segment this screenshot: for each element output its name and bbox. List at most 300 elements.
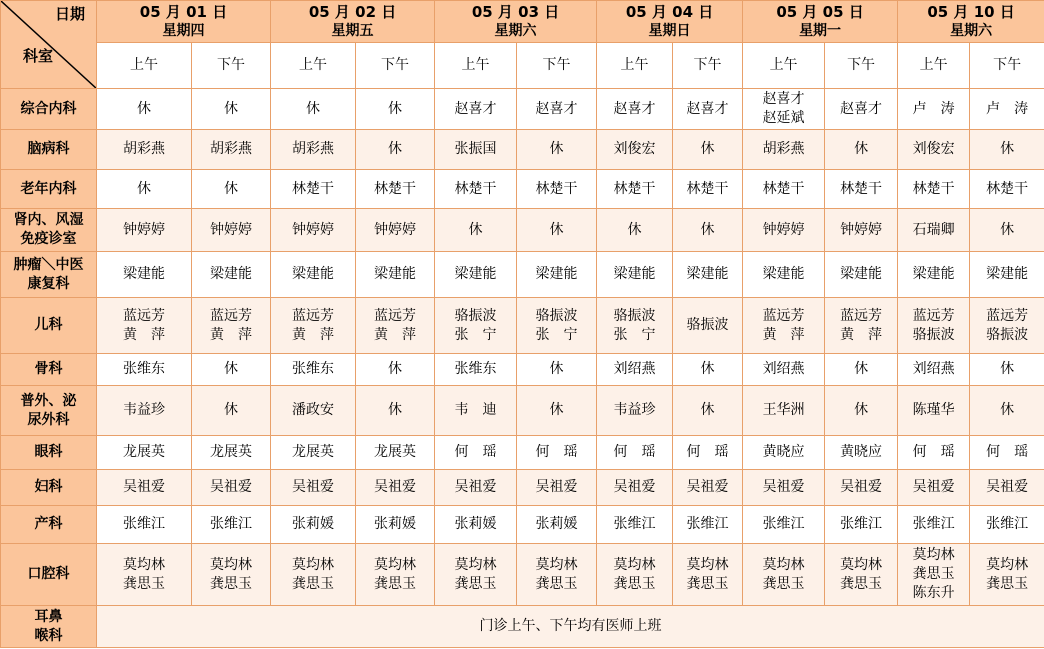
schedule-cell bbox=[597, 506, 673, 544]
doctor-name: 赵喜才 bbox=[762, 91, 805, 107]
schedule-cell bbox=[825, 209, 898, 252]
schedule-cell bbox=[597, 89, 673, 130]
dept-cell bbox=[1, 386, 97, 436]
schedule-cell bbox=[271, 252, 356, 298]
doctor-name: 梁建能 bbox=[535, 266, 578, 282]
schedule-cell bbox=[192, 130, 271, 170]
schedule-cell bbox=[192, 544, 271, 606]
dept-name: 脑病科 bbox=[27, 141, 70, 157]
schedule-cell bbox=[743, 354, 825, 386]
schedule-cell bbox=[970, 89, 1044, 130]
dept-name: 老年内科 bbox=[20, 180, 77, 197]
schedule-cell bbox=[597, 544, 673, 606]
schedule-cell bbox=[271, 470, 356, 506]
schedule-cell bbox=[898, 544, 970, 606]
header-row-ampm bbox=[1, 43, 1044, 89]
doctor-name: 莫均林 bbox=[374, 556, 417, 573]
schedule-cell bbox=[356, 386, 435, 436]
schedule-cell bbox=[192, 470, 271, 506]
doctor-name: 吴祖爱 bbox=[912, 479, 955, 495]
schedule-cell bbox=[271, 386, 356, 436]
table-row bbox=[1, 130, 1044, 170]
doctor-name: 韦益珍 bbox=[123, 402, 165, 418]
doctor-name: 莫均林 bbox=[686, 556, 729, 573]
schedule-cell bbox=[597, 386, 673, 436]
schedule-cell bbox=[271, 298, 356, 354]
doctor-name: 龚思玉 bbox=[210, 575, 252, 592]
schedule-cell bbox=[970, 354, 1044, 386]
doctor-name: 龚思玉 bbox=[292, 575, 335, 592]
schedule-cell bbox=[673, 170, 743, 209]
dept-cell bbox=[1, 606, 97, 648]
dept-name: 肾内、风湿 bbox=[13, 212, 84, 228]
dept-name: 骨科 bbox=[34, 361, 63, 377]
schedule-cell bbox=[97, 470, 192, 506]
doctor-name: 赵延斌 bbox=[762, 110, 805, 126]
schedule-cell bbox=[192, 436, 271, 470]
schedule-cell bbox=[435, 252, 517, 298]
table-row bbox=[1, 544, 1044, 606]
schedule-cell bbox=[97, 436, 192, 470]
table-row bbox=[1, 436, 1044, 470]
doctor-name: 休 bbox=[549, 141, 564, 157]
day-date: 05 月 01 日 bbox=[139, 2, 228, 21]
doctor-name: 张维江 bbox=[210, 516, 252, 532]
doctor-name: 休 bbox=[1000, 402, 1015, 418]
dept-cell bbox=[1, 252, 97, 298]
doctor-name: 蓝远芳 bbox=[912, 307, 955, 324]
doctor-name: 休 bbox=[468, 221, 483, 238]
schedule-cell bbox=[597, 170, 673, 209]
dept-cell bbox=[1, 436, 97, 470]
schedule-cell bbox=[970, 209, 1044, 252]
schedule-cell bbox=[970, 470, 1044, 506]
day-header bbox=[271, 1, 435, 43]
corner-date-label: 日期 bbox=[55, 5, 86, 23]
schedule-cell bbox=[97, 130, 192, 170]
schedule-cell bbox=[435, 89, 517, 130]
doctor-name: 石瑞卿 bbox=[912, 221, 955, 238]
doctor-name: 休 bbox=[137, 100, 151, 117]
doctor-name: 张莉媛 bbox=[535, 516, 578, 532]
doctor-name: 休 bbox=[700, 141, 715, 157]
schedule-cell bbox=[517, 506, 597, 544]
doctor-name: 刘俊宏 bbox=[912, 141, 955, 157]
doctor-name: 龚思玉 bbox=[123, 575, 165, 592]
doctor-name: 休 bbox=[627, 221, 642, 238]
schedule-cell bbox=[898, 252, 970, 298]
doctor-name: 黄晓应 bbox=[762, 444, 805, 460]
doctor-name: 王华洲 bbox=[762, 402, 805, 418]
schedule-cell bbox=[356, 89, 435, 130]
schedule-cell bbox=[517, 470, 597, 506]
schedule-cell bbox=[356, 506, 435, 544]
doctor-name: 黄 萍 bbox=[762, 326, 805, 343]
ent-row bbox=[1, 606, 1044, 648]
schedule-cell bbox=[743, 209, 825, 252]
doctor-name: 休 bbox=[388, 141, 403, 157]
doctor-name: 张 宁 bbox=[613, 326, 656, 343]
dept-name: 综合内科 bbox=[20, 100, 77, 117]
day-weekday: 星期日 bbox=[648, 22, 691, 39]
dept-cell bbox=[1, 506, 97, 544]
day-header bbox=[97, 1, 271, 43]
dept-cell bbox=[1, 130, 97, 170]
doctor-name: 蓝远芳 bbox=[840, 307, 883, 324]
doctor-name: 潘政安 bbox=[292, 402, 335, 418]
doctor-name: 韦益珍 bbox=[613, 402, 656, 418]
doctor-name: 梁建能 bbox=[840, 266, 883, 282]
day-header bbox=[597, 1, 743, 43]
schedule-cell bbox=[517, 436, 597, 470]
doctor-name: 何 瑶 bbox=[912, 444, 955, 460]
schedule-cell bbox=[743, 252, 825, 298]
doctor-name: 龚思玉 bbox=[986, 575, 1029, 592]
doctor-name: 休 bbox=[224, 100, 238, 117]
schedule-cell bbox=[271, 506, 356, 544]
schedule-cell bbox=[271, 544, 356, 606]
schedule-cell bbox=[898, 170, 970, 209]
schedule-cell bbox=[97, 252, 192, 298]
schedule-cell bbox=[673, 89, 743, 130]
schedule-cell bbox=[898, 298, 970, 354]
schedule-cell bbox=[356, 170, 435, 209]
schedule-cell bbox=[898, 130, 970, 170]
schedule-cell bbox=[825, 506, 898, 544]
schedule-cell bbox=[435, 209, 517, 252]
dept-cell bbox=[1, 209, 97, 252]
doctor-name: 骆振波 bbox=[535, 307, 578, 324]
day-date: 05 月 05 日 bbox=[776, 2, 864, 21]
doctor-name: 休 bbox=[700, 402, 715, 418]
doctor-name: 林楚干 bbox=[762, 180, 805, 197]
doctor-name: 骆振波 bbox=[986, 326, 1029, 343]
day-weekday: 星期一 bbox=[799, 22, 842, 39]
doctor-name: 林楚干 bbox=[613, 180, 656, 197]
schedule-cell bbox=[97, 89, 192, 130]
doctor-name: 赵喜才 bbox=[613, 100, 656, 117]
schedule-cell bbox=[192, 170, 271, 209]
doctor-name: 莫均林 bbox=[454, 556, 497, 573]
doctor-name: 刘绍燕 bbox=[912, 361, 955, 377]
dept-cell bbox=[1, 354, 97, 386]
doctor-name: 黄 萍 bbox=[374, 326, 417, 343]
doctor-name: 陈瑾华 bbox=[912, 402, 955, 418]
doctor-name: 休 bbox=[388, 100, 403, 117]
schedule-cell bbox=[743, 170, 825, 209]
doctor-name: 黄 萍 bbox=[123, 326, 165, 343]
doctor-name: 休 bbox=[854, 141, 869, 157]
corner-cell bbox=[1, 1, 97, 89]
doctor-name: 张维东 bbox=[292, 361, 335, 377]
schedule-cell bbox=[435, 544, 517, 606]
schedule-cell bbox=[271, 354, 356, 386]
schedule-cell bbox=[825, 354, 898, 386]
ent-note: 门诊上午、下午均有医师上班 bbox=[97, 606, 1044, 648]
table-row bbox=[1, 470, 1044, 506]
am-header: 上午 bbox=[271, 43, 356, 89]
doctor-name: 赵喜才 bbox=[840, 100, 883, 117]
doctor-name: 吴祖爱 bbox=[613, 479, 656, 495]
doctor-name: 梁建能 bbox=[454, 266, 497, 282]
doctor-name: 梁建能 bbox=[762, 266, 805, 282]
doctor-name: 龚思玉 bbox=[613, 575, 656, 592]
schedule-cell bbox=[356, 130, 435, 170]
doctor-name: 林楚干 bbox=[454, 180, 497, 197]
doctor-name: 张莉媛 bbox=[292, 516, 335, 532]
schedule-cell bbox=[517, 209, 597, 252]
schedule-cell bbox=[825, 298, 898, 354]
doctor-name: 龚思玉 bbox=[686, 575, 729, 592]
doctor-name: 休 bbox=[854, 402, 869, 418]
doctor-name: 龚思玉 bbox=[535, 575, 578, 592]
doctor-name: 休 bbox=[224, 361, 238, 377]
schedule-cell bbox=[898, 89, 970, 130]
day-header bbox=[435, 1, 597, 43]
doctor-name: 龙展英 bbox=[374, 444, 417, 460]
doctor-name: 休 bbox=[224, 180, 238, 197]
schedule-cell bbox=[970, 130, 1044, 170]
doctor-name: 张维江 bbox=[123, 516, 165, 532]
schedule-cell bbox=[192, 209, 271, 252]
doctor-name: 休 bbox=[224, 402, 238, 418]
table-row bbox=[1, 386, 1044, 436]
schedule-cell bbox=[970, 298, 1044, 354]
doctor-name: 莫均林 bbox=[210, 556, 252, 573]
schedule-cell bbox=[356, 354, 435, 386]
schedule-cell bbox=[435, 470, 517, 506]
doctor-name: 赵喜才 bbox=[686, 100, 729, 117]
doctor-name: 刘俊宏 bbox=[613, 141, 656, 157]
schedule-cell bbox=[192, 386, 271, 436]
doctor-name: 骆振波 bbox=[686, 317, 729, 333]
schedule-cell bbox=[517, 354, 597, 386]
doctor-name: 梁建能 bbox=[210, 266, 252, 282]
corner-dept-label: 科室 bbox=[23, 47, 54, 65]
schedule-cell bbox=[898, 209, 970, 252]
doctor-name: 龙展英 bbox=[123, 444, 165, 460]
doctor-name: 吴祖爱 bbox=[535, 479, 578, 495]
schedule-cell bbox=[517, 544, 597, 606]
day-weekday: 星期四 bbox=[162, 22, 205, 39]
pm-header: 下午 bbox=[970, 43, 1044, 89]
day-date: 05 月 03 日 bbox=[471, 2, 560, 21]
schedule-cell bbox=[356, 436, 435, 470]
doctor-name: 蓝远芳 bbox=[210, 307, 252, 324]
am-header: 上午 bbox=[898, 43, 970, 89]
schedule-cell bbox=[970, 170, 1044, 209]
am-header: 上午 bbox=[97, 43, 192, 89]
schedule-cell bbox=[97, 386, 192, 436]
schedule-cell bbox=[192, 506, 271, 544]
doctor-name: 吴祖爱 bbox=[123, 479, 165, 495]
doctor-name: 莫均林 bbox=[986, 556, 1029, 573]
pm-header: 下午 bbox=[192, 43, 271, 89]
schedule-cell bbox=[597, 436, 673, 470]
schedule-cell bbox=[673, 386, 743, 436]
doctor-name: 梁建能 bbox=[912, 266, 955, 282]
schedule-cell bbox=[970, 386, 1044, 436]
doctor-name: 梁建能 bbox=[292, 266, 335, 282]
pm-header: 下午 bbox=[825, 43, 898, 89]
doctor-name: 休 bbox=[1000, 221, 1015, 238]
schedule-cell bbox=[970, 544, 1044, 606]
doctor-name: 梁建能 bbox=[374, 266, 417, 282]
doctor-name: 莫均林 bbox=[292, 556, 335, 573]
am-header: 上午 bbox=[435, 43, 517, 89]
schedule-cell bbox=[743, 436, 825, 470]
schedule-cell bbox=[97, 544, 192, 606]
doctor-name: 吴祖爱 bbox=[454, 479, 497, 495]
doctor-name: 张振国 bbox=[454, 141, 497, 157]
schedule-cell bbox=[743, 298, 825, 354]
doctor-name: 梁建能 bbox=[613, 266, 656, 282]
schedule-cell bbox=[743, 470, 825, 506]
doctor-name: 蓝远芳 bbox=[292, 307, 335, 324]
doctor-name: 胡彩燕 bbox=[123, 141, 165, 157]
am-header: 上午 bbox=[597, 43, 673, 89]
doctor-name: 林楚干 bbox=[292, 180, 335, 197]
schedule-cell bbox=[743, 386, 825, 436]
doctor-name: 张 宁 bbox=[535, 326, 578, 343]
doctor-name: 刘绍燕 bbox=[762, 361, 805, 377]
doctor-name: 钟婷婷 bbox=[762, 221, 805, 238]
schedule-cell bbox=[271, 130, 356, 170]
schedule-cell bbox=[673, 544, 743, 606]
schedule-cell bbox=[517, 130, 597, 170]
schedule-cell bbox=[435, 170, 517, 209]
schedule-cell bbox=[825, 544, 898, 606]
schedule-cell bbox=[898, 354, 970, 386]
doctor-name: 张维东 bbox=[123, 361, 165, 377]
doctor-name: 张维东 bbox=[454, 361, 497, 377]
table-row bbox=[1, 506, 1044, 544]
doctor-name: 梁建能 bbox=[123, 266, 165, 282]
dept-name: 普外、泌 bbox=[20, 392, 77, 409]
day-weekday: 星期五 bbox=[331, 22, 374, 39]
pm-header: 下午 bbox=[517, 43, 597, 89]
dept-cell bbox=[1, 170, 97, 209]
dept-name: 妇科 bbox=[34, 479, 63, 495]
doctor-name: 吴祖爱 bbox=[762, 479, 805, 495]
doctor-name: 吴祖爱 bbox=[210, 479, 252, 495]
schedule-cell bbox=[970, 252, 1044, 298]
dept-name: 产科 bbox=[34, 516, 63, 532]
schedule-cell bbox=[673, 436, 743, 470]
doctor-name: 休 bbox=[388, 402, 403, 418]
doctor-name: 林楚干 bbox=[840, 180, 883, 197]
schedule-cell bbox=[673, 252, 743, 298]
doctor-name: 休 bbox=[306, 100, 321, 117]
doctor-name: 胡彩燕 bbox=[762, 141, 805, 157]
doctor-name: 莫均林 bbox=[613, 556, 656, 573]
doctor-name: 何 瑶 bbox=[686, 444, 729, 460]
schedule-cell bbox=[743, 506, 825, 544]
doctor-name: 张维江 bbox=[686, 516, 729, 532]
doctor-name: 休 bbox=[549, 221, 564, 238]
dept-name: 喉科 bbox=[34, 627, 63, 644]
schedule-cell bbox=[970, 506, 1044, 544]
doctor-name: 梁建能 bbox=[986, 266, 1029, 282]
table-row bbox=[1, 298, 1044, 354]
doctor-name: 何 瑶 bbox=[986, 444, 1029, 460]
schedule-cell bbox=[517, 298, 597, 354]
day-weekday: 星期六 bbox=[494, 22, 537, 39]
dept-name: 康复科 bbox=[27, 275, 70, 292]
dept-name: 儿科 bbox=[34, 317, 63, 333]
schedule-cell bbox=[743, 89, 825, 130]
doctor-name: 韦 迪 bbox=[454, 402, 497, 418]
schedule-cell bbox=[597, 354, 673, 386]
schedule-cell bbox=[825, 470, 898, 506]
doctor-name: 何 瑶 bbox=[535, 444, 578, 460]
doctor-name: 龚思玉 bbox=[374, 575, 417, 592]
doctor-name: 休 bbox=[388, 361, 403, 377]
dept-name: 眼科 bbox=[34, 444, 63, 460]
schedule-cell bbox=[673, 354, 743, 386]
schedule-cell bbox=[825, 252, 898, 298]
doctor-name: 龙展英 bbox=[292, 444, 335, 460]
schedule-cell bbox=[435, 506, 517, 544]
schedule-cell bbox=[517, 252, 597, 298]
schedule-cell bbox=[673, 506, 743, 544]
doctor-name: 莫均林 bbox=[762, 556, 805, 573]
doctor-name: 骆振波 bbox=[454, 307, 497, 324]
doctor-name: 莫均林 bbox=[123, 556, 165, 573]
day-header bbox=[743, 1, 898, 43]
doctor-name: 吴祖爱 bbox=[374, 479, 417, 495]
schedule-cell bbox=[970, 436, 1044, 470]
schedule-cell bbox=[597, 209, 673, 252]
schedule-cell bbox=[898, 506, 970, 544]
day-date: 05 月 10 日 bbox=[927, 2, 1015, 21]
schedule-cell bbox=[192, 354, 271, 386]
doctor-name: 林楚干 bbox=[912, 180, 955, 197]
schedule-cell bbox=[356, 252, 435, 298]
schedule-cell bbox=[192, 298, 271, 354]
doctor-name: 蓝远芳 bbox=[762, 307, 805, 324]
doctor-name: 吴祖爱 bbox=[686, 479, 729, 495]
dept-name: 口腔科 bbox=[27, 566, 70, 582]
schedule-cell bbox=[356, 298, 435, 354]
schedule-cell bbox=[435, 436, 517, 470]
doctor-name: 休 bbox=[700, 221, 715, 238]
doctor-name: 林楚干 bbox=[535, 180, 578, 197]
doctor-name: 蓝远芳 bbox=[123, 307, 165, 324]
table-row bbox=[1, 354, 1044, 386]
schedule-cell bbox=[435, 354, 517, 386]
doctor-name: 张维江 bbox=[762, 516, 805, 532]
doctor-name: 黄晓应 bbox=[840, 444, 883, 460]
doctor-name: 休 bbox=[137, 180, 151, 197]
schedule-cell bbox=[435, 298, 517, 354]
schedule-cell bbox=[673, 298, 743, 354]
schedule-cell bbox=[825, 436, 898, 470]
dept-name: 尿外科 bbox=[27, 411, 70, 428]
dept-cell bbox=[1, 89, 97, 130]
schedule-cell bbox=[271, 89, 356, 130]
schedule-cell bbox=[673, 470, 743, 506]
schedule-cell bbox=[97, 170, 192, 209]
doctor-name: 骆振波 bbox=[912, 326, 955, 343]
dept-cell bbox=[1, 544, 97, 606]
doctor-name: 龚思玉 bbox=[912, 566, 955, 582]
doctor-name: 蓝远芳 bbox=[374, 307, 417, 324]
table-row bbox=[1, 209, 1044, 252]
doctor-name: 休 bbox=[854, 361, 869, 377]
doctor-name: 何 瑶 bbox=[613, 444, 656, 460]
doctor-name: 陈东升 bbox=[912, 585, 955, 601]
